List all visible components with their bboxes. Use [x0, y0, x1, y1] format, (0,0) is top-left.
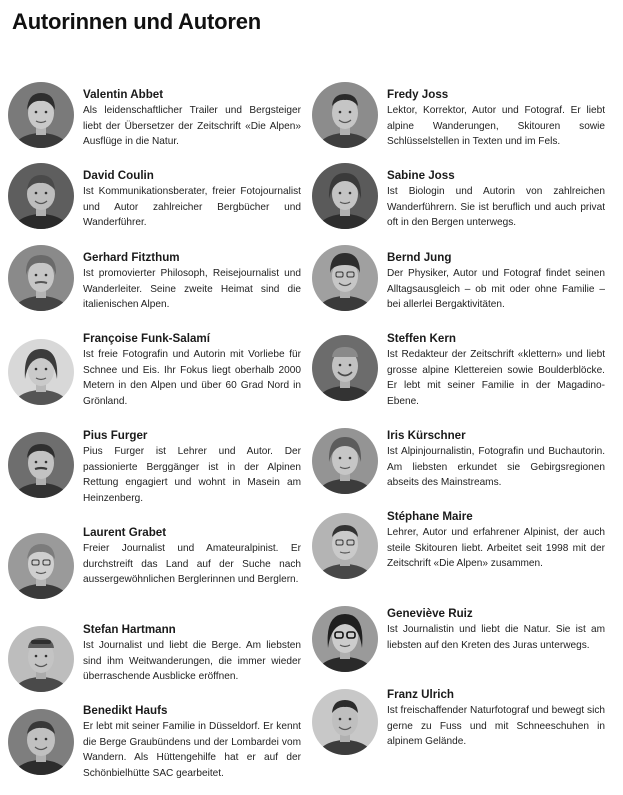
- author-bio: Ist Kommunikationsberater, freier Fotojournalist und Autor zahlreicher Bergbücher und Wanderführer.: [83, 186, 301, 229]
- author-portrait: [8, 432, 74, 498]
- author-name: Bernd Jung: [387, 251, 452, 264]
- author-portrait: [312, 606, 378, 672]
- page-title: Autorinnen und Autoren: [12, 9, 261, 34]
- author-bio: Ist promovierter Philosoph, Reisejournalist und Wanderleiter. Seine zweite Heimat sind die italienischen Alpen.: [83, 268, 301, 311]
- author-name: Steffen Kern: [387, 332, 456, 345]
- author-portrait: [8, 245, 74, 311]
- author-bio: Ist Biologin und Autorin von zahlreichen Wanderführern. Sie ist beruflich und auch privat oft in den Bergen unterwegs.: [387, 186, 605, 229]
- author-name: Stefan Hartmann: [83, 623, 176, 636]
- author-name: Benedikt Haufs: [83, 704, 168, 717]
- author-name: David Coulin: [83, 169, 154, 182]
- author-name: Laurent Grabet: [83, 526, 167, 539]
- author-bio: Als leidenschaftlicher Trailer und Bergsteiger liebt der Übersetzer der Zeitschrift «Die Alpen» Ausflüge in die Natur.: [83, 105, 301, 148]
- author-bio: Er lebt mit seiner Familie in Düsseldorf. Er kennt die Berge Graubündens und der Lombardei vom Wandern. Als Hüttengehilfe hat er auf der Schönbielhütte SAC gearbeitet.: [83, 721, 301, 779]
- author-name: Iris Kürschner: [387, 429, 466, 442]
- author-name: Stéphane Maire: [387, 510, 473, 523]
- author-name: Sabine Joss: [387, 169, 455, 182]
- author-portrait: [312, 245, 378, 311]
- author-bio: Ist Redakteur der Zeitschrift «klettern» und liebt grosse alpine Klettereien sowie Boulderblöcke. Er lebt mit seiner Familie in der Magadino-Ebene.: [387, 349, 605, 407]
- author-portrait: [312, 335, 378, 401]
- author-bio: Ist Journalist und liebt die Berge. Am liebsten sind ihm Weitwanderungen, die immer wieder überraschende Ausblicke eröffnen.: [83, 640, 301, 683]
- author-portrait: [8, 709, 74, 775]
- author-bio: Ist Alpinjournalistin, Fotografin und Buchautorin. Am liebsten erkundet sie Gebirgsregionen abseits des Mainstreams.: [387, 446, 605, 489]
- author-portrait: [8, 82, 74, 148]
- author-name: Pius Furger: [83, 429, 148, 442]
- author-bio: Lektor, Korrektor, Autor und Fotograf. Er liebt alpine Wanderungen, Skitouren sowie Schlüsselstellen in Texten und im Fels.: [387, 105, 605, 148]
- author-name: Gerhard Fitzthum: [83, 251, 180, 264]
- author-bio: Pius Furger ist Lehrer und Autor. Der passionierte Berggänger ist in der Alpinen Rettung engagiert und wohnt in Masein am Heinzenberg.: [83, 446, 301, 504]
- author-name: Françoise Funk-Salamí: [83, 332, 210, 345]
- author-name: Geneviève Ruiz: [387, 607, 473, 620]
- author-portrait: [8, 339, 74, 405]
- author-portrait: [8, 626, 74, 692]
- author-name: Franz Ulrich: [387, 688, 454, 701]
- author-bio: Ist freischaffender Naturfotograf und bewegt sich gerne zu Fuss und mit Schneeschuhen in alpinem Gelände.: [387, 705, 605, 748]
- author-bio: Lehrer, Autor und erfahrener Alpinist, der auch steile Skitouren liebt. Arbeitet seit 1998 mit der Zeitschrift «Die Alpen» zusammen.: [387, 527, 605, 570]
- author-portrait: [312, 689, 378, 755]
- author-bio: Ist freie Fotografin und Autorin mit Vorliebe für Schnee und Eis. Ihr Fokus liegt oberhalb 2000 Metern in den Alpen und über 60 Grad Nord in Grönland.: [83, 349, 301, 407]
- author-portrait: [8, 163, 74, 229]
- author-portrait: [312, 428, 378, 494]
- author-name: Valentin Abbet: [83, 88, 164, 101]
- author-bio: Freier Journalist und Amateuralpinist. Er durchstreift das Land auf der Suche nach aussergewöhnlichen Berglerinnen und Berglern.: [83, 543, 301, 586]
- author-name: Fredy Joss: [387, 88, 449, 101]
- author-portrait: [312, 163, 378, 229]
- author-portrait: [8, 533, 74, 599]
- author-bio: Ist Journalistin und liebt die Natur. Sie ist am liebsten auf den Kreten des Juras unterwegs.: [387, 624, 605, 651]
- author-bio: Der Physiker, Autor und Fotograf findet seinen Alltagsausgleich – ob mit oder ohne Familie – bei allerlei Bergaktivitäten.: [387, 268, 605, 311]
- author-portrait: [312, 513, 378, 579]
- author-portrait: [312, 82, 378, 148]
